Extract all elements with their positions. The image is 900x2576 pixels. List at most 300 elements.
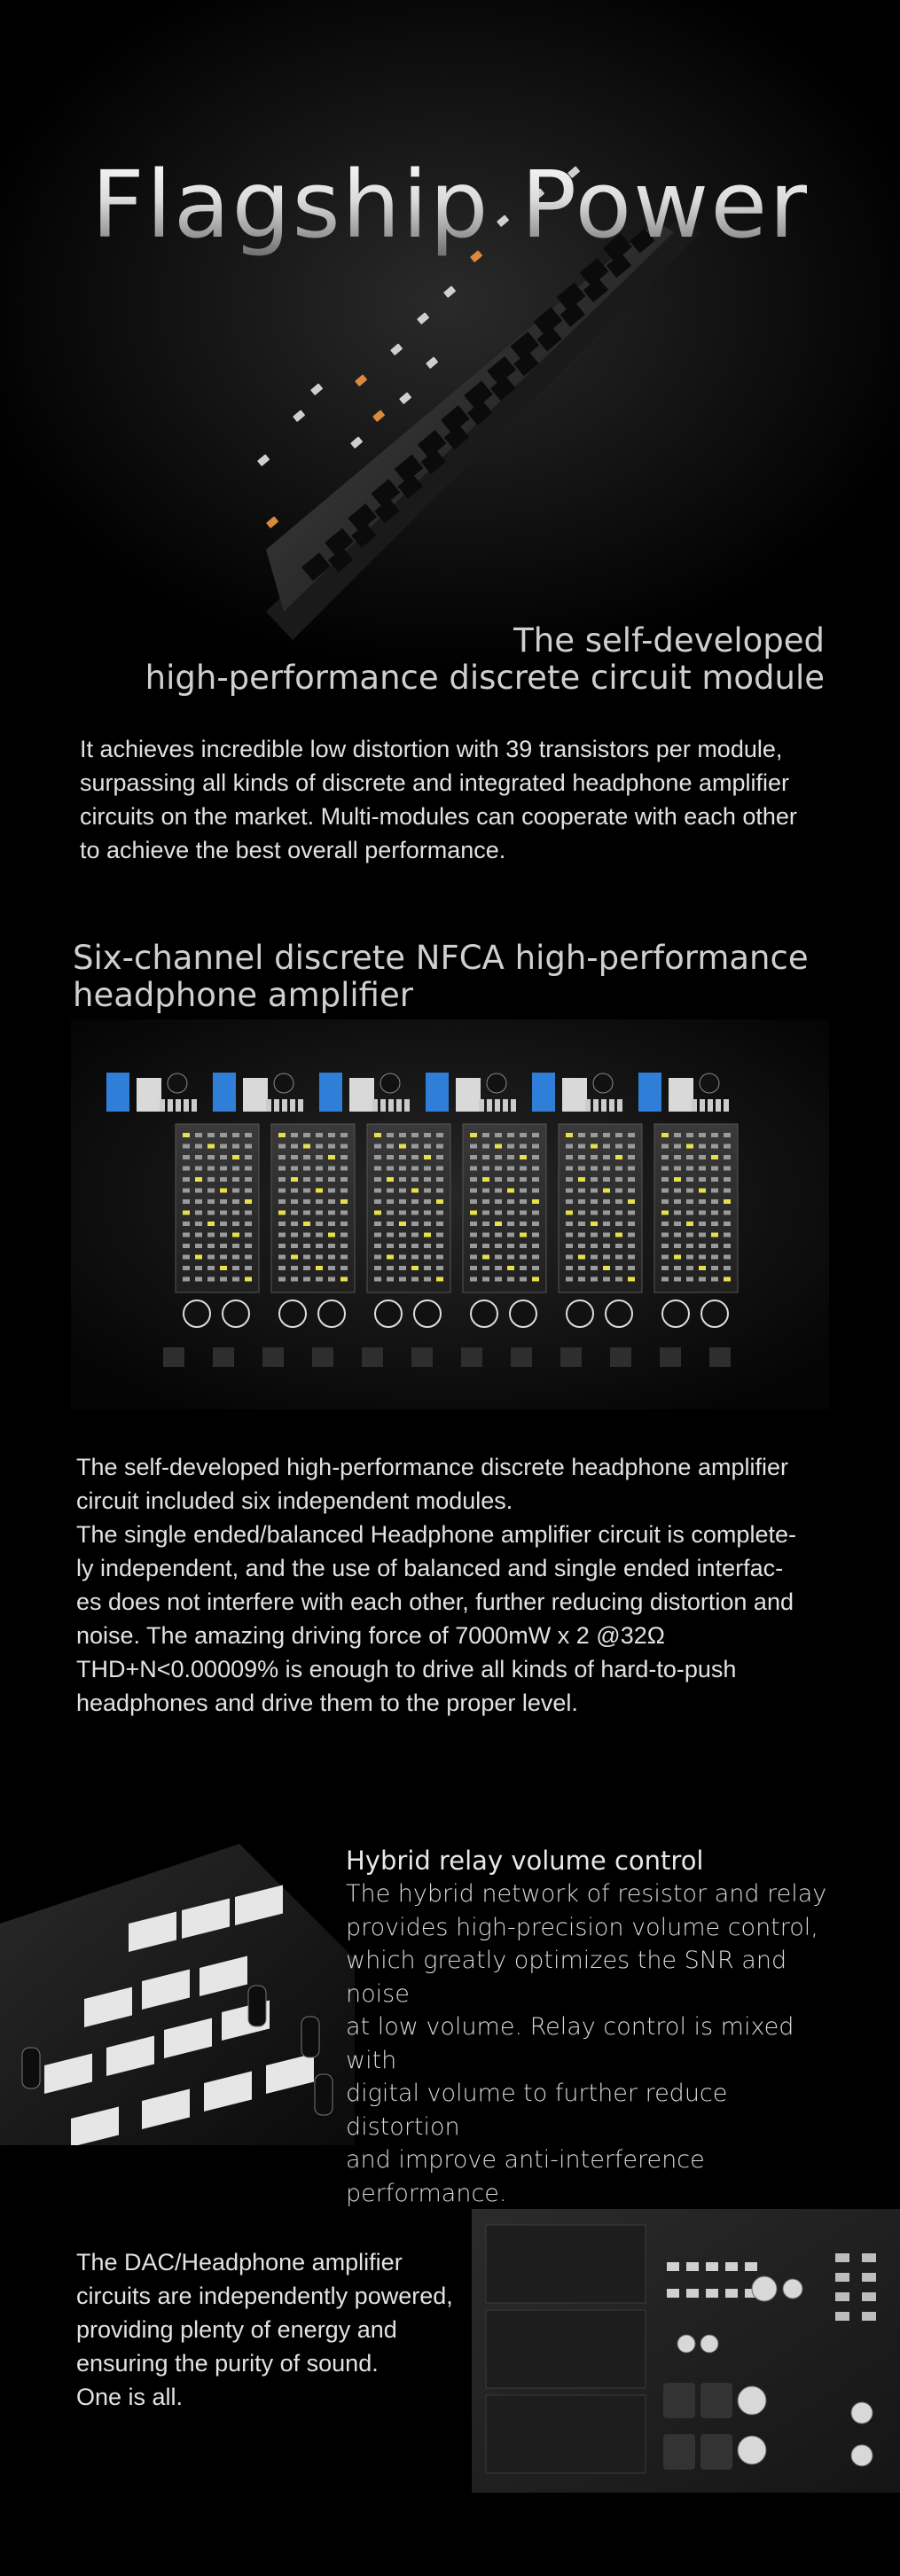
trim-pot bbox=[213, 1073, 236, 1112]
smd-component bbox=[686, 2289, 699, 2298]
module-component bbox=[532, 1266, 539, 1270]
module-component bbox=[724, 1177, 731, 1182]
resistor bbox=[692, 1099, 697, 1112]
module-component bbox=[424, 1167, 431, 1171]
module-component bbox=[207, 1155, 215, 1159]
module-component bbox=[507, 1211, 514, 1215]
text-line: ly independent, and the use of balanced and single ended interfac- bbox=[76, 1555, 784, 1581]
module-component bbox=[291, 1266, 298, 1270]
module-component bbox=[195, 1177, 202, 1182]
module-component bbox=[507, 1177, 514, 1182]
module-component bbox=[482, 1211, 489, 1215]
module-component bbox=[220, 1266, 227, 1270]
module-component bbox=[316, 1244, 323, 1248]
heading-line: headphone amplifier bbox=[73, 976, 413, 1014]
module-component bbox=[578, 1266, 585, 1270]
module-component bbox=[615, 1177, 622, 1182]
module-component bbox=[520, 1222, 527, 1226]
module-component bbox=[724, 1189, 731, 1193]
module-component bbox=[603, 1211, 610, 1215]
module-component bbox=[532, 1133, 539, 1137]
hero-description bbox=[80, 732, 797, 867]
module-component bbox=[628, 1233, 635, 1237]
mosfet bbox=[262, 1347, 284, 1367]
text-line: circuits on the market. Multi-modules can cooperate with each other bbox=[80, 803, 797, 830]
module-component bbox=[495, 1199, 502, 1204]
module-component bbox=[436, 1144, 443, 1149]
module-component bbox=[183, 1277, 190, 1282]
module-component bbox=[724, 1211, 731, 1215]
module-component bbox=[316, 1144, 323, 1149]
module-component bbox=[245, 1167, 252, 1171]
smd-component bbox=[667, 2289, 679, 2298]
module-component bbox=[245, 1233, 252, 1237]
module-component bbox=[436, 1277, 443, 1282]
module-component bbox=[436, 1233, 443, 1237]
module-component bbox=[591, 1144, 598, 1149]
output-transistor bbox=[414, 1300, 441, 1327]
module-component bbox=[316, 1211, 323, 1215]
module-component bbox=[686, 1211, 693, 1215]
module-component bbox=[340, 1277, 348, 1282]
module-component bbox=[328, 1266, 335, 1270]
module-component bbox=[686, 1133, 693, 1137]
volume-section bbox=[346, 1844, 842, 2210]
module-component bbox=[495, 1233, 502, 1237]
module-component bbox=[183, 1167, 190, 1171]
module-component bbox=[470, 1177, 477, 1182]
module-component bbox=[399, 1211, 406, 1215]
module-component bbox=[387, 1133, 394, 1137]
module-component bbox=[591, 1233, 598, 1237]
module-component bbox=[220, 1211, 227, 1215]
module-component bbox=[674, 1199, 681, 1204]
module-component bbox=[674, 1222, 681, 1226]
module-component bbox=[399, 1177, 406, 1182]
module-component bbox=[482, 1255, 489, 1260]
module-component bbox=[686, 1199, 693, 1204]
module-component bbox=[303, 1211, 310, 1215]
module-component bbox=[387, 1189, 394, 1193]
capacitor-top bbox=[851, 2445, 873, 2466]
module-component bbox=[195, 1133, 202, 1137]
module-component bbox=[411, 1189, 419, 1193]
module-component bbox=[436, 1199, 443, 1204]
output-transistor bbox=[471, 1300, 497, 1327]
module-component bbox=[661, 1222, 669, 1226]
module-component bbox=[399, 1244, 406, 1248]
module-component bbox=[615, 1255, 622, 1260]
resistor bbox=[862, 2312, 876, 2321]
resistor bbox=[396, 1099, 402, 1112]
module-component bbox=[232, 1233, 239, 1237]
module-component bbox=[495, 1133, 502, 1137]
module-component bbox=[566, 1133, 573, 1137]
module-component bbox=[245, 1177, 252, 1182]
module-component bbox=[387, 1167, 394, 1171]
module-component bbox=[183, 1255, 190, 1260]
module-component bbox=[591, 1266, 598, 1270]
relay-volume-board-illustration bbox=[0, 1826, 355, 2145]
module-component bbox=[316, 1189, 323, 1193]
text-line: noise. The amazing driving force of 7000mW x 2 @32Ω bbox=[76, 1622, 665, 1649]
module-component bbox=[387, 1266, 394, 1270]
trim-pot bbox=[106, 1073, 129, 1112]
module-component bbox=[566, 1244, 573, 1248]
module-component bbox=[245, 1199, 252, 1204]
module-component bbox=[470, 1277, 477, 1282]
module-component bbox=[628, 1189, 635, 1193]
module-component bbox=[495, 1255, 502, 1260]
module-component bbox=[661, 1199, 669, 1204]
text-line: The self-developed high-performance discrete headphone amplifier bbox=[76, 1454, 788, 1480]
output-transistor bbox=[606, 1300, 632, 1327]
module-component bbox=[566, 1177, 573, 1182]
module-component bbox=[603, 1167, 610, 1171]
module-component bbox=[303, 1244, 310, 1248]
module-component bbox=[291, 1211, 298, 1215]
module-component bbox=[291, 1222, 298, 1226]
module-component bbox=[328, 1144, 335, 1149]
module-component bbox=[316, 1177, 323, 1182]
capacitor-top bbox=[783, 2279, 802, 2299]
module-component bbox=[278, 1244, 286, 1248]
module-component bbox=[711, 1189, 718, 1193]
module-component bbox=[374, 1155, 381, 1159]
module-component bbox=[424, 1144, 431, 1149]
module-component bbox=[674, 1133, 681, 1137]
module-component bbox=[232, 1266, 239, 1270]
resistor bbox=[404, 1099, 410, 1112]
module-component bbox=[674, 1155, 681, 1159]
module-component bbox=[578, 1211, 585, 1215]
text-line: One is all. bbox=[76, 2384, 184, 2410]
hero-subtitle bbox=[145, 622, 825, 697]
module-component bbox=[374, 1144, 381, 1149]
resistor bbox=[708, 1099, 713, 1112]
module-component bbox=[482, 1167, 489, 1171]
module-component bbox=[232, 1133, 239, 1137]
module-component bbox=[328, 1244, 335, 1248]
module-component bbox=[566, 1266, 573, 1270]
module-component bbox=[278, 1189, 286, 1193]
module-component bbox=[699, 1189, 706, 1193]
text-line: digital volume to further reduce distortion bbox=[346, 2080, 728, 2141]
resistor bbox=[609, 1099, 614, 1112]
mosfet bbox=[213, 1347, 234, 1367]
output-transistor bbox=[184, 1300, 210, 1327]
module-component bbox=[495, 1211, 502, 1215]
smd-component bbox=[725, 2289, 738, 2298]
module-component bbox=[615, 1189, 622, 1193]
module-component bbox=[699, 1222, 706, 1226]
transistor-can bbox=[380, 1073, 400, 1093]
module-component bbox=[470, 1211, 477, 1215]
module-component bbox=[532, 1155, 539, 1159]
volume-section-description bbox=[346, 1877, 842, 2210]
module-component bbox=[291, 1144, 298, 1149]
module-component bbox=[628, 1244, 635, 1248]
module-component bbox=[686, 1155, 693, 1159]
module-component bbox=[661, 1144, 669, 1149]
capacitor bbox=[301, 2017, 319, 2057]
module-component bbox=[278, 1144, 286, 1149]
module-component bbox=[507, 1155, 514, 1159]
module-component bbox=[711, 1167, 718, 1171]
module-component bbox=[411, 1222, 419, 1226]
module-component bbox=[724, 1233, 731, 1237]
module-component bbox=[674, 1244, 681, 1248]
module-component bbox=[303, 1199, 310, 1204]
module-component bbox=[507, 1199, 514, 1204]
module-component bbox=[316, 1255, 323, 1260]
trim-pot bbox=[319, 1073, 342, 1112]
output-transistor bbox=[567, 1300, 593, 1327]
text-line: headphones and drive them to the proper level. bbox=[76, 1690, 578, 1716]
module-component bbox=[278, 1233, 286, 1237]
resistor bbox=[585, 1099, 591, 1112]
module-component bbox=[482, 1155, 489, 1159]
resistor bbox=[192, 1099, 197, 1112]
mosfet bbox=[560, 1347, 582, 1367]
module-component bbox=[399, 1233, 406, 1237]
module-component bbox=[699, 1233, 706, 1237]
module-component bbox=[245, 1255, 252, 1260]
module-component bbox=[532, 1177, 539, 1182]
module-component bbox=[387, 1277, 394, 1282]
resistor bbox=[160, 1099, 165, 1112]
module-component bbox=[195, 1155, 202, 1159]
module-component bbox=[207, 1266, 215, 1270]
module-component bbox=[328, 1189, 335, 1193]
module-component bbox=[195, 1167, 202, 1171]
mosfet bbox=[461, 1347, 482, 1367]
module-component bbox=[340, 1222, 348, 1226]
module-component bbox=[495, 1277, 502, 1282]
module-component bbox=[711, 1233, 718, 1237]
module-component bbox=[183, 1133, 190, 1137]
resistor bbox=[168, 1099, 173, 1112]
trim-pot bbox=[532, 1073, 555, 1112]
module-component bbox=[195, 1199, 202, 1204]
module-component bbox=[232, 1189, 239, 1193]
module-component bbox=[411, 1133, 419, 1137]
module-component bbox=[183, 1177, 190, 1182]
module-component bbox=[424, 1233, 431, 1237]
module-component bbox=[615, 1244, 622, 1248]
module-component bbox=[387, 1155, 394, 1159]
module-component bbox=[711, 1255, 718, 1260]
module-component bbox=[578, 1189, 585, 1193]
module-component bbox=[424, 1244, 431, 1248]
module-component bbox=[183, 1233, 190, 1237]
text-line: circuits are independently powered, bbox=[76, 2283, 453, 2309]
module-component bbox=[520, 1266, 527, 1270]
module-component bbox=[532, 1199, 539, 1204]
module-component bbox=[303, 1167, 310, 1171]
module-component bbox=[424, 1177, 431, 1182]
module-component bbox=[411, 1244, 419, 1248]
module-component bbox=[566, 1277, 573, 1282]
module-component bbox=[566, 1211, 573, 1215]
text-line: circuit included six independent modules. bbox=[76, 1487, 513, 1514]
module-component bbox=[328, 1222, 335, 1226]
module-component bbox=[591, 1277, 598, 1282]
module-component bbox=[195, 1233, 202, 1237]
resistor bbox=[511, 1099, 516, 1112]
module-component bbox=[220, 1255, 227, 1260]
module-component bbox=[711, 1133, 718, 1137]
module-component bbox=[374, 1133, 381, 1137]
module-component bbox=[328, 1155, 335, 1159]
module-component bbox=[591, 1199, 598, 1204]
module-component bbox=[387, 1177, 394, 1182]
module-component bbox=[628, 1167, 635, 1171]
module-component bbox=[470, 1167, 477, 1171]
module-component bbox=[387, 1211, 394, 1215]
module-component bbox=[278, 1177, 286, 1182]
module-component bbox=[495, 1144, 502, 1149]
module-component bbox=[411, 1255, 419, 1260]
module-component bbox=[615, 1211, 622, 1215]
module-component bbox=[303, 1222, 310, 1226]
module-component bbox=[328, 1211, 335, 1215]
module-component bbox=[436, 1177, 443, 1182]
module-component bbox=[436, 1133, 443, 1137]
module-component bbox=[232, 1177, 239, 1182]
module-component bbox=[232, 1167, 239, 1171]
capacitor-block bbox=[669, 1078, 693, 1112]
module-component bbox=[411, 1144, 419, 1149]
module-component bbox=[399, 1277, 406, 1282]
module-component bbox=[207, 1277, 215, 1282]
resistor bbox=[593, 1099, 599, 1112]
module-component bbox=[507, 1144, 514, 1149]
module-component bbox=[303, 1144, 310, 1149]
module-component bbox=[628, 1133, 635, 1137]
module-component bbox=[591, 1155, 598, 1159]
text-line: providing plenty of energy and bbox=[76, 2316, 397, 2343]
capacitor-block bbox=[137, 1078, 161, 1112]
text-line: The DAC/Headphone amplifier bbox=[76, 2249, 403, 2275]
module-component bbox=[387, 1222, 394, 1226]
module-component bbox=[686, 1167, 693, 1171]
module-component bbox=[520, 1233, 527, 1237]
module-component bbox=[674, 1266, 681, 1270]
module-component bbox=[603, 1277, 610, 1282]
smd-component bbox=[745, 2262, 757, 2271]
module-component bbox=[340, 1189, 348, 1193]
module-component bbox=[411, 1199, 419, 1204]
module-component bbox=[699, 1255, 706, 1260]
module-component bbox=[291, 1133, 298, 1137]
module-component bbox=[207, 1233, 215, 1237]
module-component bbox=[424, 1189, 431, 1193]
capacitor-top bbox=[851, 2402, 873, 2424]
module-component bbox=[578, 1244, 585, 1248]
module-component bbox=[340, 1155, 348, 1159]
text-line: The single ended/balanced Headphone amplifier circuit is complete- bbox=[76, 1521, 796, 1548]
module-component bbox=[532, 1277, 539, 1282]
module-component bbox=[374, 1255, 381, 1260]
module-component bbox=[291, 1233, 298, 1237]
module-component bbox=[520, 1244, 527, 1248]
module-component bbox=[482, 1244, 489, 1248]
module-component bbox=[674, 1144, 681, 1149]
output-transistor bbox=[375, 1300, 402, 1327]
capacitor-block bbox=[456, 1078, 481, 1112]
module-component bbox=[195, 1277, 202, 1282]
text-line: It achieves incredible low distortion with 39 transistors per module, bbox=[80, 736, 783, 762]
module-component bbox=[303, 1266, 310, 1270]
module-component bbox=[699, 1244, 706, 1248]
module-component bbox=[183, 1211, 190, 1215]
module-component bbox=[424, 1211, 431, 1215]
module-component bbox=[278, 1211, 286, 1215]
module-component bbox=[470, 1155, 477, 1159]
resistor bbox=[835, 2292, 849, 2301]
module-component bbox=[603, 1222, 610, 1226]
module-component bbox=[603, 1177, 610, 1182]
module-component bbox=[399, 1266, 406, 1270]
module-component bbox=[220, 1199, 227, 1204]
module-component bbox=[316, 1199, 323, 1204]
module-component bbox=[566, 1189, 573, 1193]
module-component bbox=[387, 1144, 394, 1149]
module-component bbox=[195, 1266, 202, 1270]
module-component bbox=[374, 1244, 381, 1248]
module-component bbox=[340, 1144, 348, 1149]
module-component bbox=[399, 1222, 406, 1226]
module-component bbox=[195, 1244, 202, 1248]
inductor bbox=[663, 2434, 695, 2470]
module-component bbox=[661, 1155, 669, 1159]
module-component bbox=[245, 1266, 252, 1270]
module-component bbox=[436, 1244, 443, 1248]
module-component bbox=[674, 1233, 681, 1237]
module-component bbox=[603, 1233, 610, 1237]
module-component bbox=[232, 1199, 239, 1204]
module-component bbox=[532, 1244, 539, 1248]
resistor bbox=[724, 1099, 729, 1112]
module-component bbox=[591, 1244, 598, 1248]
transistor-can bbox=[700, 1073, 719, 1093]
module-component bbox=[411, 1167, 419, 1171]
module-component bbox=[674, 1255, 681, 1260]
module-component bbox=[278, 1222, 286, 1226]
module-component bbox=[711, 1155, 718, 1159]
module-component bbox=[470, 1233, 477, 1237]
module-component bbox=[232, 1144, 239, 1149]
module-component bbox=[674, 1277, 681, 1282]
module-component bbox=[291, 1277, 298, 1282]
module-component bbox=[520, 1211, 527, 1215]
module-component bbox=[399, 1155, 406, 1159]
module-component bbox=[411, 1277, 419, 1282]
module-component bbox=[615, 1199, 622, 1204]
capacitor-top bbox=[700, 2335, 718, 2353]
module-component bbox=[482, 1189, 489, 1193]
module-component bbox=[566, 1199, 573, 1204]
module-component bbox=[495, 1266, 502, 1270]
module-component bbox=[661, 1167, 669, 1171]
module-component bbox=[220, 1133, 227, 1137]
module-component bbox=[628, 1199, 635, 1204]
module-component bbox=[699, 1211, 706, 1215]
module-component bbox=[724, 1199, 731, 1204]
module-component bbox=[628, 1255, 635, 1260]
module-component bbox=[578, 1155, 585, 1159]
